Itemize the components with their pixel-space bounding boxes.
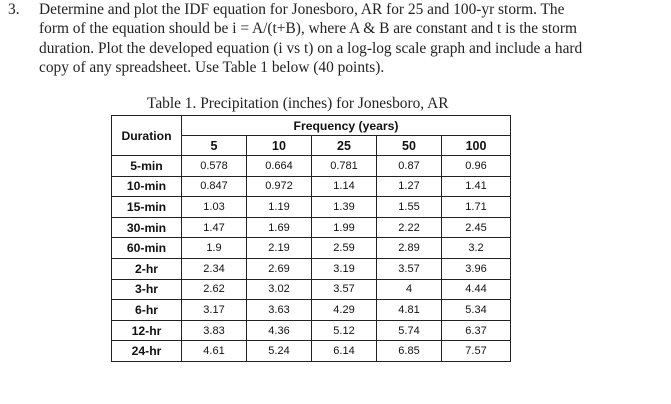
precipitation-value-cell: 3.57 <box>377 258 442 279</box>
precipitation-value-cell: 4.44 <box>442 279 511 300</box>
precipitation-value-cell: 1.9 <box>182 238 247 259</box>
precipitation-value-cell: 2.34 <box>182 258 247 279</box>
table-row <box>112 341 511 362</box>
return-period-header: 10 <box>247 136 312 156</box>
table-caption: Table 1. Precipitation (inches) for Jonesboro, AR <box>147 95 449 112</box>
precipitation-value-cell: 5.74 <box>377 320 442 341</box>
precipitation-value-cell: 2.19 <box>247 238 312 259</box>
precipitation-value-cell: 0.781 <box>312 156 377 177</box>
table-row <box>112 279 511 300</box>
problem-line: Determine and plot the IDF equation for Jonesboro, AR for 25 and 100-yr storm. The <box>39 1 565 18</box>
precipitation-value-cell: 4 <box>377 279 442 300</box>
duration-cell: 12-hr <box>112 320 182 341</box>
precipitation-value-cell: 1.69 <box>247 217 312 238</box>
precipitation-value-cell: 1.14 <box>312 176 377 197</box>
problem-line: copy of any spreadsheet. Use Table 1 below (40 points). <box>39 59 385 77</box>
precipitation-value-cell: 2.59 <box>312 238 377 259</box>
precipitation-value-cell: 6.85 <box>377 341 442 362</box>
frequency-header: Frequency (years) <box>182 116 511 136</box>
return-period-header: 5 <box>182 136 247 156</box>
precipitation-value-cell: 3.2 <box>442 238 511 259</box>
table-row <box>112 156 511 177</box>
precipitation-value-cell: 3.17 <box>182 300 247 321</box>
precipitation-value-cell: 2.62 <box>182 279 247 300</box>
duration-cell: 15-min <box>112 197 182 218</box>
duration-cell: 60-min <box>112 238 182 259</box>
precipitation-value-cell: 0.578 <box>182 156 247 177</box>
precipitation-value-cell: 3.96 <box>442 258 511 279</box>
precipitation-value-cell: 1.47 <box>182 217 247 238</box>
precipitation-value-cell: 0.87 <box>377 156 442 177</box>
table-row <box>112 197 511 218</box>
duration-cell: 5-min <box>112 156 182 177</box>
precipitation-value-cell: 1.99 <box>312 217 377 238</box>
precipitation-value-cell: 5.34 <box>442 300 511 321</box>
return-period-header: 25 <box>312 136 377 156</box>
precipitation-value-cell: 4.81 <box>377 300 442 321</box>
precipitation-value-cell: 6.37 <box>442 320 511 341</box>
precipitation-value-cell: 5.24 <box>247 341 312 362</box>
precipitation-value-cell: 1.41 <box>442 176 511 197</box>
duration-cell: 6-hr <box>112 300 182 321</box>
table-row <box>112 176 511 197</box>
precipitation-value-cell: 1.39 <box>312 197 377 218</box>
duration-cell: 24-hr <box>112 341 182 362</box>
precipitation-value-cell: 0.847 <box>182 176 247 197</box>
precipitation-value-cell: 3.02 <box>247 279 312 300</box>
precipitation-value-cell: 3.57 <box>312 279 377 300</box>
return-period-header: 100 <box>442 136 511 156</box>
precipitation-value-cell: 4.36 <box>247 320 312 341</box>
table-row <box>112 320 511 341</box>
precipitation-value-cell: 1.03 <box>182 197 247 218</box>
table-row <box>112 300 511 321</box>
problem-number: 3. <box>8 1 20 18</box>
duration-header: Duration <box>112 116 182 156</box>
table-header-row <box>112 116 511 136</box>
precipitation-value-cell: 0.664 <box>247 156 312 177</box>
precipitation-value-cell: 7.57 <box>442 341 511 362</box>
precipitation-value-cell: 3.63 <box>247 300 312 321</box>
problem-line: duration. Plot the developed equation (i vs t) on a log-log scale graph and include a hard <box>39 39 583 57</box>
precipitation-value-cell: 1.27 <box>377 176 442 197</box>
duration-cell: 3-hr <box>112 279 182 300</box>
table-row <box>112 238 511 259</box>
precipitation-value-cell: 1.19 <box>247 197 312 218</box>
precipitation-value-cell: 5.12 <box>312 320 377 341</box>
precipitation-value-cell: 0.96 <box>442 156 511 177</box>
duration-cell: 30-min <box>112 217 182 238</box>
precipitation-value-cell: 1.55 <box>377 197 442 218</box>
precipitation-value-cell: 4.61 <box>182 341 247 362</box>
precipitation-value-cell: 2.22 <box>377 217 442 238</box>
precipitation-value-cell: 6.14 <box>312 341 377 362</box>
precipitation-value-cell: 4.29 <box>312 300 377 321</box>
duration-cell: 10-min <box>112 176 182 197</box>
precipitation-value-cell: 3.19 <box>312 258 377 279</box>
precipitation-value-cell: 2.89 <box>377 238 442 259</box>
return-period-header: 50 <box>377 136 442 156</box>
table-row <box>112 217 511 238</box>
table-row <box>112 258 511 279</box>
precipitation-value-cell: 1.71 <box>442 197 511 218</box>
duration-cell: 2-hr <box>112 258 182 279</box>
precipitation-value-cell: 3.83 <box>182 320 247 341</box>
problem-line: form of the equation should be i = A/(t+B), where A & B are constant and t is the storm <box>39 20 577 38</box>
precipitation-value-cell: 2.45 <box>442 217 511 238</box>
precipitation-value-cell: 0.972 <box>247 176 312 197</box>
precipitation-value-cell: 2.69 <box>247 258 312 279</box>
precipitation-table <box>111 115 511 362</box>
